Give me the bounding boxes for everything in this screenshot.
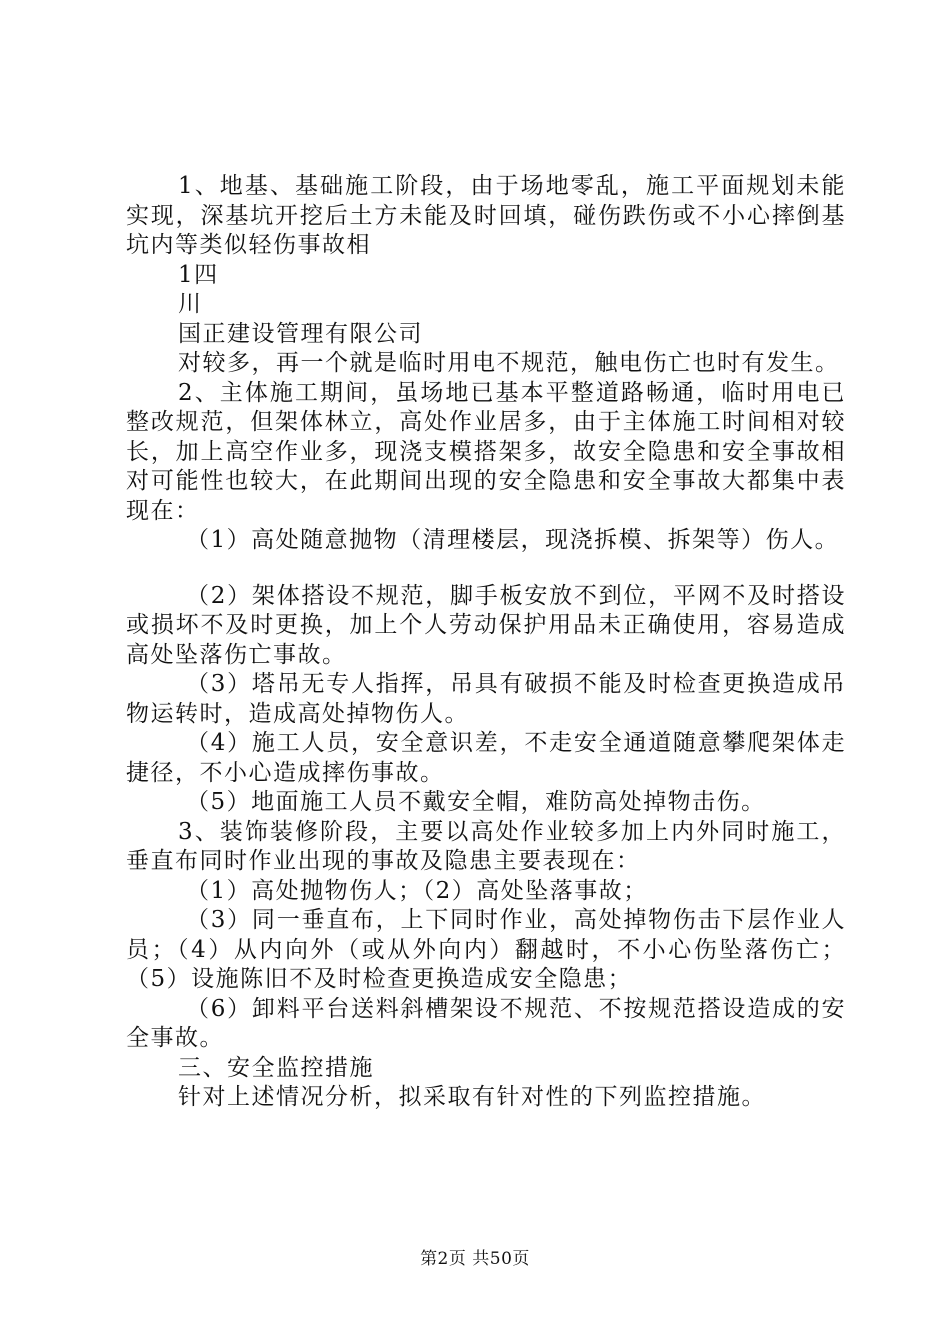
paragraph-gap: [126, 556, 846, 582]
list-item-decoration-3: （3）同一垂直布，上下同时作业，高处掉物伤击下层作业人员；（4）从内向外（或从外向内）翻越时，不小心伤坠落伤亡；（5）设施陈旧不及时检查更换造成安全隐患；: [126, 907, 846, 992]
list-item-2: （2）架体搭设不规范，脚手板安放不到位，平网不及时搭设或损坏不及时更换，加上个人劳动保护用品未正确使用，容易造成高处坠落伤亡事故。: [126, 582, 846, 668]
section-heading-monitoring: 三、安全监控措施: [178, 1054, 374, 1081]
paragraph-foundation-stage: 1、地基、基础施工阶段，由于场地零乱，施工平面规划未能实现，深基坑开挖后土方未能及时回填，碰伤跌伤或不小心摔倒基坑内等类似轻伤事故相: [126, 173, 846, 258]
list-item-3: （3）塔吊无专人指挥，吊具有破损不能及时检查更换造成吊物运转时，造成高处掉物伤人。: [126, 671, 846, 727]
paragraph-decoration-stage: 3、装饰装修阶段，主要以高处作业较多加上内外同时施工，垂直布同时作业出现的事故及隐患主要表现在：: [126, 818, 846, 874]
paragraph-fragment-2: 川: [178, 291, 203, 317]
paragraph-main-structure-stage: 2、主体施工期间，虽场地已基本平整道路畅通，临时用电已整改规范，但架体林立，高处作业居多，由于主体施工时间相对较长，加上高空作业多，现浇支模搭架多，故安全隐患和安全事故相对可能性也较大，在此期间出现的安全隐患和安全事故大都集中表现在：: [126, 379, 846, 524]
page-footer: 第2页 共50页: [420, 1249, 530, 1269]
paragraph-electric-safety: 对较多，再一个就是临时用电不规范，触电伤亡也时有发生。: [178, 350, 840, 376]
list-item-4: （4）施工人员，安全意识差，不走安全通道随意攀爬架体走捷径，不小心造成摔伤事故。: [126, 730, 846, 786]
paragraph-fragment-1: 1四: [178, 261, 219, 288]
list-item-decoration-1: （1）高处抛物伤人；（2）高处坠落事故；: [186, 877, 648, 904]
list-item-5: （5）地面施工人员不戴安全帽，难防高处掉物击伤。: [186, 789, 766, 815]
document-body: [126, 172, 846, 1113]
paragraph-company-name: 国正建设管理有限公司: [178, 320, 423, 347]
list-item-decoration-6: （6）卸料平台送料斜槽架设不规范、不按规范搭设造成的安全事故。: [126, 995, 846, 1051]
list-item-1: （1）高处随意抛物（清理楼层，现浇拆模、拆架等）伤人。: [186, 527, 840, 553]
paragraph-monitoring-intro: 针对上述情况分析，拟采取有针对性的下列监控措施。: [178, 1084, 766, 1110]
